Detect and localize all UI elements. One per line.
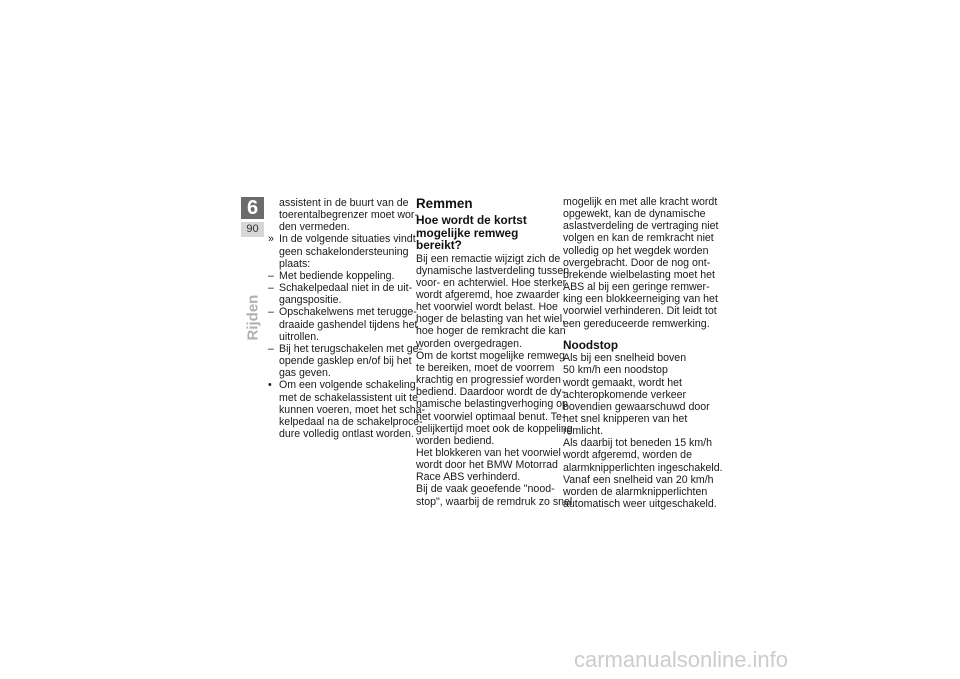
text-column-1 <box>268 197 426 440</box>
dash-marker: – <box>268 342 274 355</box>
text-line: namische belastingverhoging op <box>416 398 568 411</box>
text-line: Om de kortst mogelijke remweg <box>416 349 565 362</box>
text-line: uitrollen. <box>279 330 320 343</box>
text-line: het snel knipperen van het <box>563 413 688 425</box>
subsection-heading: Noodstop <box>563 337 619 352</box>
text-line: In de volgende situaties vindt <box>279 233 416 246</box>
text-line: het voorwiel optimaal benut. Te- <box>416 410 566 423</box>
text-line: dynamische lastverdeling tussen <box>416 264 570 277</box>
page-number: 90 <box>241 222 264 237</box>
bullet-list-item <box>268 379 426 440</box>
body-text <box>563 352 723 511</box>
chapter-tab <box>241 197 264 239</box>
text-line: Bij het terugschakelen met ge- <box>279 342 423 355</box>
text-column-2 <box>416 196 573 508</box>
text-line: worden bediend. <box>416 434 495 447</box>
text-line: Vanaf een snelheid van 20 km/h <box>563 473 714 486</box>
text-line: wordt afgeremd, worden de <box>563 449 692 462</box>
body-text <box>416 252 573 508</box>
text-line: automatisch weer uitgeschakeld. <box>563 498 717 511</box>
text-line: Als daarbij tot beneden 15 km/h <box>563 437 712 450</box>
bullet-marker: • <box>268 379 272 392</box>
text-line: kunnen voeren, moet het scha- <box>279 403 426 416</box>
text-line: kelpedaal na de schakelproce- <box>279 415 423 428</box>
text-line: met de schakelassistent uit te <box>279 391 418 404</box>
text-line: hoe hoger de remkracht die kan <box>416 325 566 338</box>
text-line: Het blokkeren van het voorwiel <box>416 447 561 459</box>
text-line: alarmknipperlichten ingeschakeld. <box>563 461 723 474</box>
dash-marker: – <box>268 282 274 295</box>
text-line: king een blokkeerneiging van het <box>563 293 718 306</box>
text-line: wordt door het BMW Motorrad <box>416 459 558 472</box>
dash-list-item <box>268 270 404 282</box>
text-line: Opschakelwens met terugge- <box>279 306 417 319</box>
text-line: volgen en kan de remkracht niet <box>563 232 714 245</box>
text-line: overgebracht. Door de nog ont- <box>563 256 711 269</box>
text-line: krachtig en progressief worden <box>416 374 561 387</box>
text-line: volledig op het wegdek worden <box>563 244 709 257</box>
text-line: gas geven. <box>279 367 331 380</box>
text-line: gangspositie. <box>279 294 342 307</box>
dash-list-item <box>268 342 423 380</box>
text-line: gelijkertijd moet ook de koppeling <box>416 422 573 435</box>
watermark: carmanualsonline.info <box>574 647 789 672</box>
text-line: mogelijk en met alle kracht wordt <box>563 196 718 208</box>
text-line: assistent in de buurt van de <box>279 197 409 209</box>
text-line: opgewekt, kan de dynamische <box>563 208 706 221</box>
text-column-3 <box>563 196 723 511</box>
text-line: Met bediende koppeling. <box>279 269 395 282</box>
chapter-title: Rijden <box>244 294 262 341</box>
text-line: aslastverdeling de vertraging niet <box>563 220 719 233</box>
heading-line: mogelijke remweg <box>416 225 519 240</box>
text-line: Als bij een snelheid boven <box>563 352 687 365</box>
text-line: achteropkomende verkeer <box>563 388 687 401</box>
text-line: worden overgedragen. <box>416 337 523 350</box>
text-line: opende gasklep en/of bij het <box>279 355 412 368</box>
result-item <box>268 233 416 270</box>
text-line: worden de alarmknipperlichten <box>563 485 708 498</box>
text-line: Om een volgende schakeling <box>279 379 416 392</box>
text-line: stop", waarbij de remdruk zo snel <box>416 495 573 508</box>
dash-list-item <box>268 282 413 307</box>
dash-list-item <box>268 306 418 343</box>
text-line: wordt afgeremd, hoe zwaarder <box>416 288 560 301</box>
heading-line: bereikt? <box>416 238 462 252</box>
text-line: een gereduceerde remwerking. <box>563 317 710 330</box>
text-line: bediend. Daardoor wordt de dy- <box>416 386 565 399</box>
text-line: den vermeden. <box>279 221 350 234</box>
text-line: wordt gemaakt, wordt het <box>563 376 682 389</box>
dash-marker: – <box>268 306 274 319</box>
text-line: Race ABS verhinderd. <box>416 471 521 484</box>
text-line: voor- en achterwiel. Hoe sterker <box>416 276 567 289</box>
arrow-marker: » <box>268 233 274 246</box>
section-heading: Remmen <box>416 196 473 211</box>
text-line: bovendien gewaarschuwd door <box>563 400 710 413</box>
text-line: draaide gashendel tijdens het <box>279 318 418 331</box>
dash-marker: – <box>268 269 274 282</box>
text-line: dure volledig ontlast worden. <box>279 427 414 440</box>
text-line: ABS al bij een geringe remwer- <box>563 281 710 294</box>
body-text <box>563 196 719 330</box>
chapter-number: 6 <box>241 197 264 219</box>
text-line: brekende wielbelasting moet het <box>563 268 715 281</box>
text-line: Bij een remactie wijzigt zich de <box>416 252 561 265</box>
text-line: Bij de vaak geoefende "nood- <box>416 483 555 496</box>
text-line: voorwiel verhinderen. Dit leidt tot <box>563 305 717 318</box>
text-line: 50 km/h een noodstop <box>563 364 668 377</box>
text-line: hoger de belasting van het wiel, <box>416 313 566 326</box>
text-line: remlicht. <box>563 425 604 438</box>
text-line: geen schakelondersteuning <box>279 245 409 258</box>
text-line: toerentalbegrenzer moet wor- <box>279 209 418 222</box>
subsection-heading <box>416 214 552 252</box>
text-line: plaats: <box>279 257 311 270</box>
text-line: het voorwiel wordt belast. Hoe <box>416 301 558 314</box>
text-line: te bereiken, moet de voorrem <box>416 361 555 374</box>
heading-line: Hoe wordt de kortst <box>416 213 527 227</box>
text-line: Schakelpedaal niet in de uit- <box>279 282 413 295</box>
paragraph-continuation <box>268 197 418 234</box>
